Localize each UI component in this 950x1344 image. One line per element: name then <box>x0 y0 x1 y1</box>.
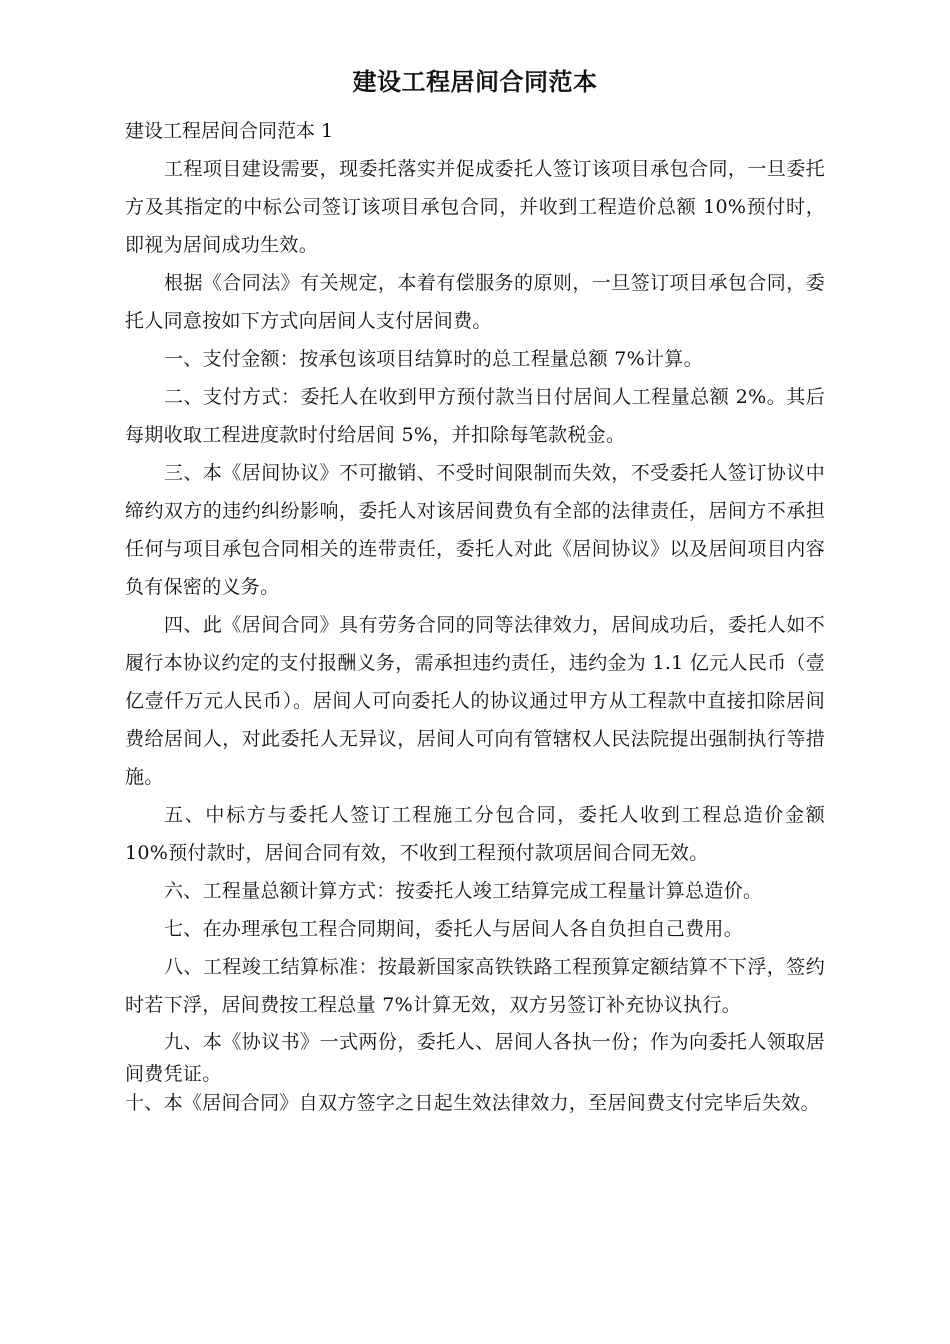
clause-3: 三、本《居间协议》不可撤销、不受时间限制而失效，不受委托人签订协议中缔约双方的违约纠纷影响，委托人对该居间费负有全部的法律责任，居间方不承担任何与项目承包合同相关的连带责任，委托人对此《居间协议》以及居间项目内容负有保密的义务。 <box>125 462 825 598</box>
clause-5: 五、中标方与委托人签订工程施工分包合同，委托人收到工程总造价金额 10%预付款时，居间合同有效，不收到工程预付款项居间合同无效。 <box>125 804 825 864</box>
clause-6: 六、工程量总额计算方式：按委托人竣工结算完成工程量计算总造价。 <box>164 880 763 902</box>
clause-8: 八、工程竣工结算标准：按最新国家高铁铁路工程预算定额结算不下浮，签约时若下浮，居间费按工程总量 7%计算无效，双方另签订补充协议执行。 <box>125 956 825 1016</box>
document-title: 建设工程居间合同范本 <box>352 68 598 96</box>
paragraph-intro: 工程项目建设需要，现委托落实并促成委托人签订该项目承包合同，一旦委托方及其指定的中标公司签订该项目承包合同，并收到工程造价总额 10%预付时，即视为居间成功生效。 <box>125 158 825 256</box>
clause-2: 二、支付方式：委托人在收到甲方预付款当日付居间人工程量总额 2%。其后每期收取工程进度款时付给居间 5%，并扣除每笔款税金。 <box>125 386 825 446</box>
clause-9: 九、本《协议书》一式两份，委托人、居间人各执一份；作为向委托人领取居间费凭证。 <box>125 1031 825 1085</box>
clause-10: 十、本《居间合同》自双方签字之日起生效法律效力，至居间费支付完毕后失效。 <box>125 1092 820 1114</box>
paragraph-basis: 根据《合同法》有关规定，本着有偿服务的原则，一旦签订项目承包合同，委托人同意按如下方式向居间人支付居间费。 <box>125 272 825 332</box>
clause-7: 七、在办理承包工程合同期间，委托人与居间人各自负担自己费用。 <box>164 918 744 940</box>
document-page <box>125 60 825 1116</box>
clause-4: 四、此《居间合同》具有劳务合同的同等法律效力，居间成功后，委托人如不履行本协议约定的支付报酬义务，需承担违约责任，违约金为 1.1 亿元人民币（壹亿壹仟万元人民币）。居间人可向委托人的协议通过甲方从工程款中直接扣除居间费给居间人，对此委托人无异议，居间人可向有管辖权人民法院提出强制执行等措施。 <box>125 614 825 788</box>
document-subtitle: 建设工程居间合同范本 1 <box>125 120 334 142</box>
clause-1: 一、支付金额：按承包该项目结算时的总工程量总额 7%计算。 <box>164 348 703 370</box>
